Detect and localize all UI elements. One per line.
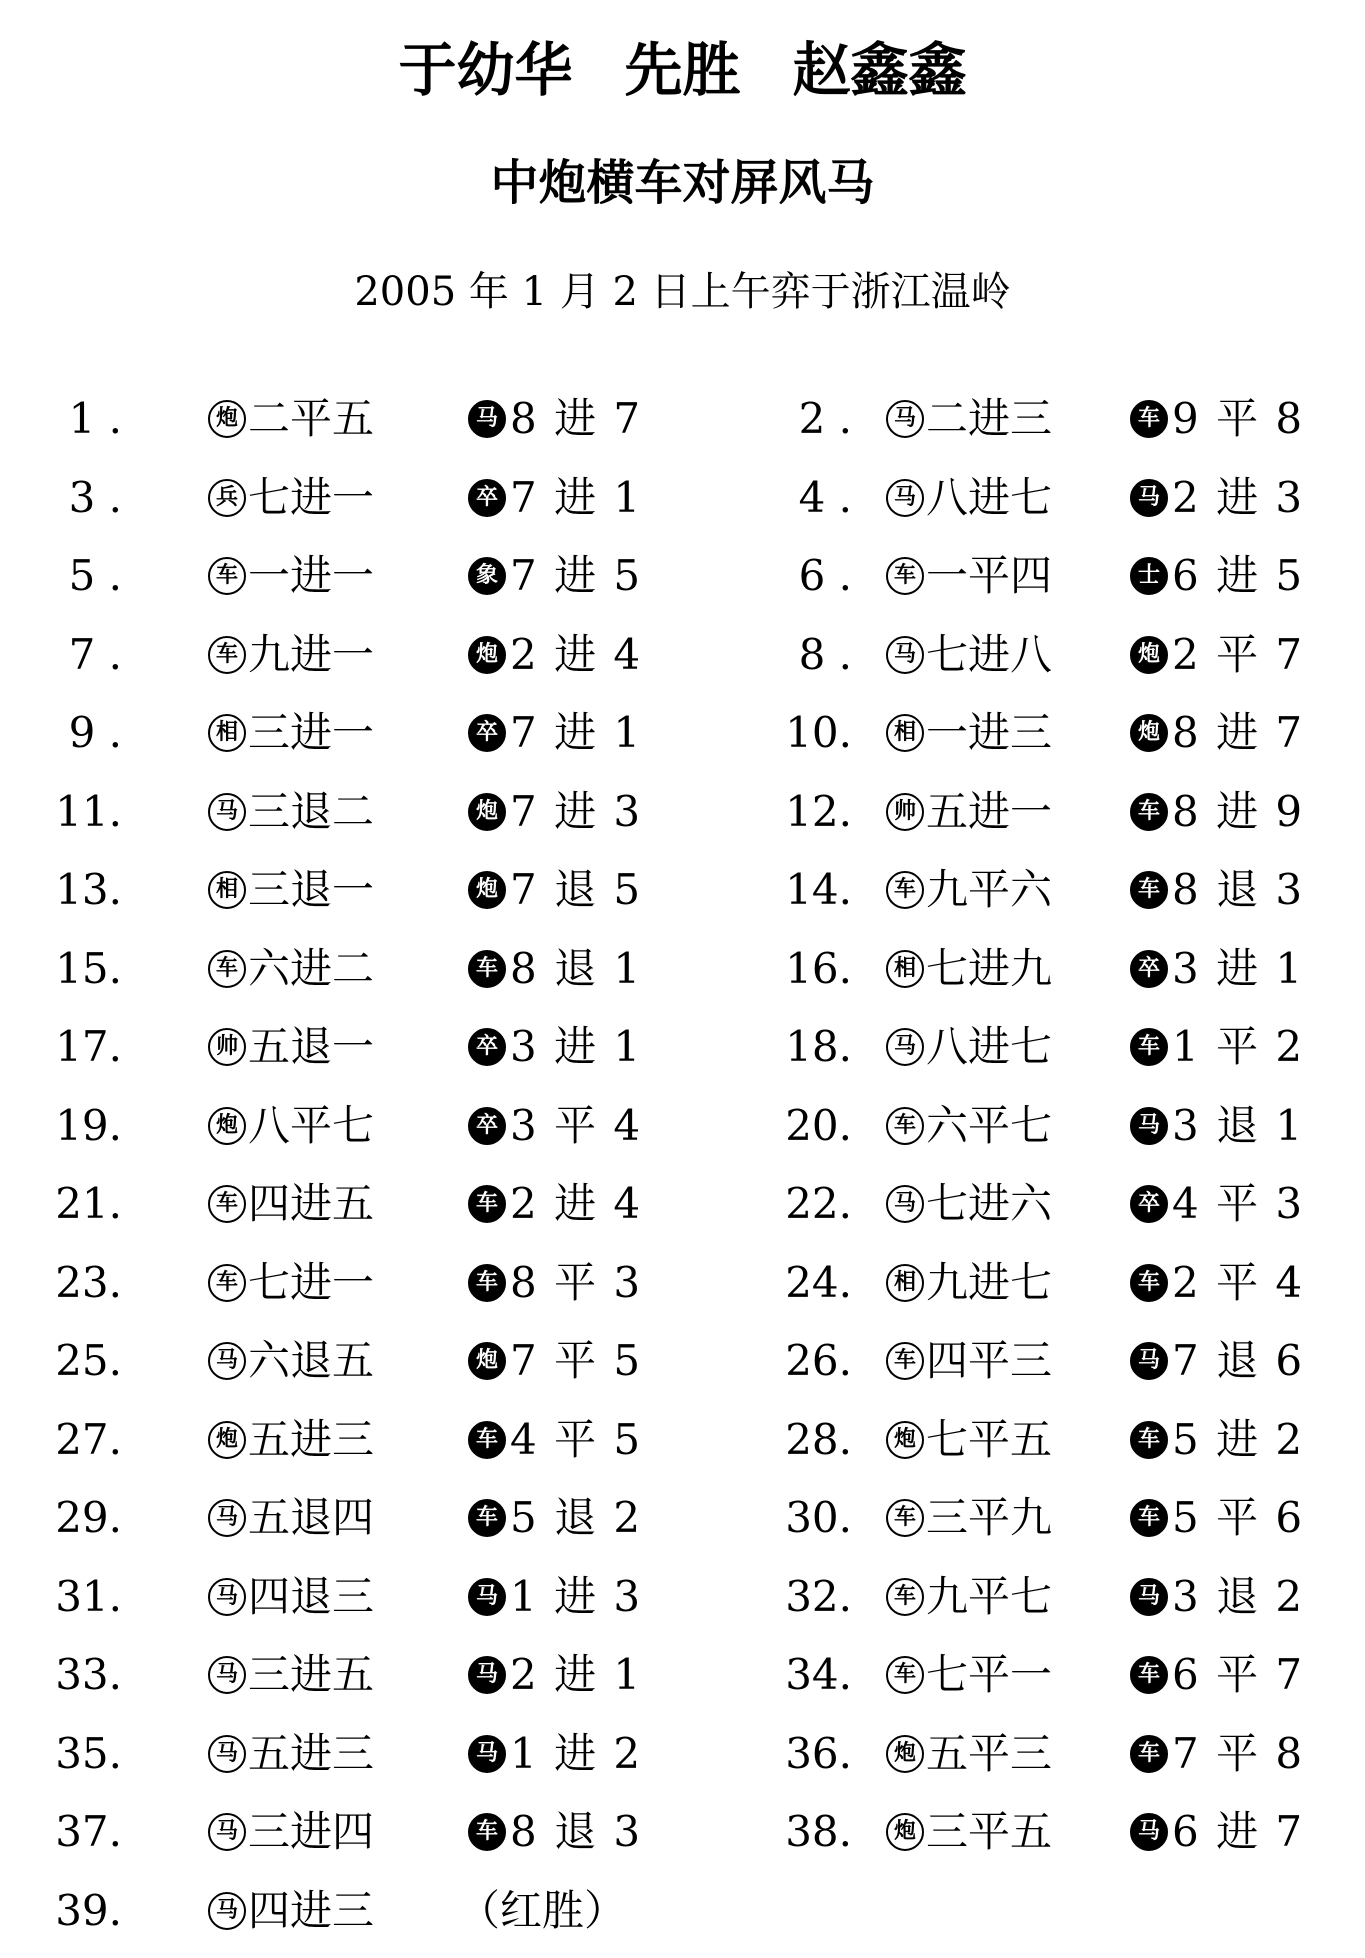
black-move-text: 3 平 4: [510, 1100, 643, 1150]
black-piece-icon: 车: [1130, 1499, 1168, 1537]
move-number: 22.: [785, 1179, 852, 1228]
black-piece-icon: 马: [468, 1656, 506, 1694]
red-move-text: 四进三: [248, 1885, 375, 1935]
move-number: 39.: [55, 1885, 122, 1935]
black-piece-icon: 车: [468, 1499, 506, 1537]
black-piece-icon: 车: [1130, 1656, 1168, 1694]
red-piece-icon: 帅: [208, 1028, 246, 1066]
red-piece-icon: 马: [208, 1892, 246, 1930]
move-entry: [0, 1636, 1365, 1714]
move-number: 18.: [785, 1022, 852, 1071]
red-piece-icon: 车: [208, 1185, 246, 1223]
move-number: 7 .: [68, 629, 122, 679]
black-move: [1130, 851, 1304, 929]
black-piece-icon: 炮: [1130, 636, 1168, 674]
red-piece-icon: 炮: [208, 400, 246, 438]
move-number: 13.: [55, 865, 122, 914]
black-move-text: 6 进 7: [1172, 1807, 1305, 1856]
black-player-name: 赵鑫鑫: [792, 36, 967, 104]
red-move: [886, 851, 1052, 929]
black-piece-icon: 车: [1130, 1421, 1168, 1459]
red-move-text: 一进三: [926, 708, 1053, 757]
red-move-text: 五进三: [248, 1728, 375, 1778]
red-player-name: 于幼华: [398, 36, 573, 104]
game-date-location: 2005 年 1 月 2 日上午弈于浙江温岭: [354, 269, 1011, 315]
move-number: 31.: [55, 1571, 122, 1621]
black-move-text: 9 平 8: [1172, 394, 1305, 443]
red-piece-icon: 炮: [886, 1735, 924, 1773]
move-number: 8 .: [798, 629, 852, 679]
move-number: 32.: [785, 1571, 852, 1621]
game-title: [0, 30, 1365, 110]
move-number: 14.: [785, 865, 852, 914]
move-entry: [0, 1087, 1365, 1165]
black-piece-icon: 马: [468, 1578, 506, 1616]
red-piece-icon: 车: [208, 557, 246, 595]
red-move-text: 三平五: [926, 1807, 1053, 1856]
move-number: 15.: [55, 943, 122, 993]
black-move-text: 7 进 1: [510, 708, 643, 757]
move-number: 24.: [785, 1257, 852, 1307]
red-piece-icon: 车: [208, 636, 246, 674]
red-piece-icon: 马: [208, 1735, 246, 1773]
red-move-text: 四平三: [926, 1336, 1053, 1385]
move-entry: [0, 1715, 1365, 1793]
black-move: [1130, 1165, 1304, 1243]
black-piece-icon: 车: [468, 1421, 506, 1459]
black-piece-icon: 马: [1130, 1578, 1168, 1616]
black-move: [1130, 930, 1304, 1008]
red-piece-icon: 炮: [886, 1813, 924, 1851]
move-number: 6 .: [798, 551, 852, 600]
black-move-text: 2 平 4: [1172, 1257, 1305, 1307]
red-piece-icon: 马: [208, 1342, 246, 1380]
black-piece-icon: 车: [1130, 793, 1168, 831]
move-entry: [0, 851, 1365, 929]
red-move: [886, 694, 1052, 772]
red-piece-icon: 相: [886, 950, 924, 988]
red-move: [886, 773, 1052, 851]
red-piece-icon: 马: [886, 1185, 924, 1223]
black-piece-icon: 士: [1130, 557, 1168, 595]
red-piece-icon: 兵: [208, 479, 246, 517]
move-number: 16.: [785, 943, 852, 993]
black-piece-icon: 车: [1130, 400, 1168, 438]
red-piece-icon: 车: [886, 1656, 924, 1694]
black-move-text: 3 进 1: [510, 1022, 643, 1071]
red-piece-icon: 车: [886, 1578, 924, 1616]
move-entry: [0, 537, 1365, 615]
black-move-text: 8 进 9: [1172, 786, 1305, 836]
red-move-text: 五进三: [248, 1414, 375, 1464]
black-move: [1130, 1636, 1304, 1714]
black-move-text: 5 平 6: [1172, 1493, 1305, 1542]
black-move-text: 2 平 7: [1172, 629, 1305, 679]
black-move-text: 5 进 2: [1172, 1414, 1305, 1464]
move-number: 38.: [785, 1807, 852, 1856]
black-piece-icon: 车: [1130, 1028, 1168, 1066]
black-piece-icon: 卒: [1130, 1185, 1168, 1223]
red-move-text: 九平六: [926, 865, 1053, 914]
black-move-text: 6 平 7: [1172, 1650, 1305, 1699]
red-move: [886, 380, 1052, 458]
red-piece-icon: 马: [886, 636, 924, 674]
black-move: [1130, 773, 1304, 851]
move-number: 33.: [55, 1650, 122, 1699]
black-move-text: 2 进 3: [1172, 472, 1305, 522]
red-piece-icon: 马: [208, 1656, 246, 1694]
red-piece-icon: 帅: [886, 793, 924, 831]
red-piece-icon: 车: [886, 1107, 924, 1145]
red-piece-icon: 相: [208, 714, 246, 752]
red-piece-icon: 马: [208, 1499, 246, 1537]
move-entry: [0, 1165, 1365, 1243]
move-number: 21.: [55, 1179, 122, 1228]
red-move-text: 二平五: [248, 394, 375, 443]
black-piece-icon: 车: [468, 1185, 506, 1223]
black-move-text: 8 进 7: [510, 394, 643, 443]
move-number: 27.: [55, 1414, 122, 1464]
black-piece-icon: 马: [468, 400, 506, 438]
black-move-text: 3 退 2: [1172, 1571, 1305, 1621]
black-move: [1130, 1793, 1304, 1871]
black-move: [1130, 1008, 1304, 1086]
red-move-text: 七进六: [926, 1179, 1053, 1228]
red-move-text: 九进一: [248, 629, 375, 679]
black-piece-icon: 马: [1130, 1813, 1168, 1851]
red-piece-icon: 炮: [208, 1421, 246, 1459]
move-number: 12.: [785, 786, 852, 836]
black-piece-icon: 马: [468, 1735, 506, 1773]
red-move: [886, 1479, 1052, 1557]
red-piece-icon: 车: [886, 871, 924, 909]
black-piece-icon: 卒: [468, 1028, 506, 1066]
move-entry: [0, 459, 1365, 537]
black-move: [1130, 694, 1304, 772]
black-piece-icon: 象: [468, 557, 506, 595]
red-move: [886, 1165, 1052, 1243]
move-number: 9 .: [68, 708, 122, 757]
black-piece-icon: 炮: [468, 636, 506, 674]
black-move-text: 8 平 3: [510, 1257, 643, 1307]
red-piece-icon: 马: [208, 793, 246, 831]
red-piece-icon: 炮: [208, 1107, 246, 1145]
red-move-text: 三进五: [248, 1650, 375, 1699]
black-move: [1130, 1479, 1304, 1557]
black-move-text: 8 退 3: [510, 1807, 643, 1856]
move-number: 11.: [55, 786, 122, 836]
red-move-text: 二进三: [926, 394, 1053, 443]
black-move-text: 1 进 2: [510, 1728, 643, 1778]
move-number: 1 .: [68, 394, 122, 443]
red-move-text: 七平一: [926, 1650, 1053, 1699]
move-entry: [0, 1479, 1365, 1557]
black-move: [1130, 459, 1304, 537]
black-move-text: 5 退 2: [510, 1493, 643, 1542]
move-number: 26.: [785, 1336, 852, 1385]
black-move: [1130, 1401, 1304, 1479]
red-move: [208, 1872, 374, 1950]
move-entry: [0, 380, 1365, 458]
move-entry: [0, 773, 1365, 851]
black-piece-icon: 车: [468, 1264, 506, 1302]
move-number: 28.: [785, 1414, 852, 1464]
move-number: 20.: [785, 1100, 852, 1150]
black-piece-icon: 车: [1130, 1264, 1168, 1302]
black-piece-icon: 卒: [468, 1107, 506, 1145]
red-move-text: 五平三: [926, 1728, 1053, 1778]
red-move: [886, 1087, 1052, 1165]
black-move: [1130, 1244, 1304, 1322]
red-move: [886, 1793, 1052, 1871]
red-move-text: 三退一: [248, 865, 375, 914]
red-piece-icon: 车: [886, 1499, 924, 1537]
black-move-text: 8 退 3: [1172, 865, 1305, 914]
red-move-text: 七进八: [926, 629, 1053, 679]
black-move: [1130, 380, 1304, 458]
red-move: [886, 1715, 1052, 1793]
black-piece-icon: 卒: [468, 479, 506, 517]
move-number: 10.: [785, 708, 852, 757]
black-move-text: 2 进 1: [510, 1650, 643, 1699]
red-move-text: 一进一: [248, 551, 375, 600]
red-move-text: 三进一: [248, 708, 375, 757]
red-piece-icon: 相: [208, 871, 246, 909]
red-move-text: 五进一: [926, 786, 1053, 836]
red-move: [886, 1401, 1052, 1479]
move-entry: [0, 1793, 1365, 1871]
red-piece-icon: 车: [208, 1264, 246, 1302]
black-move-text: 7 进 1: [510, 472, 643, 522]
black-move-text: 6 进 5: [1172, 551, 1305, 600]
black-move-text: 8 进 7: [1172, 708, 1305, 757]
red-move: [886, 537, 1052, 615]
move-entry: [0, 616, 1365, 694]
red-move-text: 五退四: [248, 1493, 375, 1542]
red-move-text: 三平九: [926, 1493, 1053, 1542]
black-move: [1130, 1715, 1304, 1793]
red-move: [886, 1244, 1052, 1322]
red-move-text: 四退三: [248, 1571, 375, 1621]
move-number: 5 .: [68, 551, 122, 600]
black-piece-icon: 马: [1130, 1107, 1168, 1145]
red-piece-icon: 马: [208, 1578, 246, 1616]
move-number: 34.: [785, 1650, 852, 1699]
black-move-text: 7 退 5: [510, 865, 643, 914]
black-move-text: 7 进 3: [510, 786, 643, 836]
red-move-text: 八平七: [248, 1100, 375, 1150]
red-piece-icon: 车: [886, 557, 924, 595]
black-piece-icon: 卒: [1130, 950, 1168, 988]
move-number: 19.: [55, 1100, 122, 1150]
red-move-text: 九平七: [926, 1571, 1053, 1621]
red-piece-icon: 马: [886, 400, 924, 438]
black-move-text: 7 退 6: [1172, 1336, 1305, 1385]
black-move: [1130, 616, 1304, 694]
red-move: [886, 459, 1052, 537]
red-move: [886, 930, 1052, 1008]
red-move-text: 七进九: [926, 943, 1053, 993]
red-move-text: 七进一: [248, 1257, 375, 1307]
black-move: [1130, 1087, 1304, 1165]
opening-name: 中炮横车对屏风马: [490, 155, 875, 211]
black-piece-icon: 马: [1130, 479, 1168, 517]
move-number: 37.: [55, 1807, 122, 1856]
move-number: 25.: [55, 1336, 122, 1385]
red-move: [886, 1558, 1052, 1636]
black-piece-icon: 车: [468, 950, 506, 988]
black-piece-icon: 马: [1130, 1342, 1168, 1380]
black-move-text: 3 退 1: [1172, 1100, 1305, 1150]
black-piece-icon: 炮: [1130, 714, 1168, 752]
black-move-text: 2 进 4: [510, 629, 643, 679]
move-number: 36.: [785, 1728, 852, 1778]
red-move-text: 七进一: [248, 472, 375, 522]
move-number: 30.: [785, 1493, 852, 1542]
black-move-text: 1 进 3: [510, 1571, 643, 1621]
red-move-text: 九进七: [926, 1257, 1053, 1307]
black-move: [1130, 1322, 1304, 1400]
red-piece-icon: 车: [886, 1342, 924, 1380]
result-relation: 先胜: [624, 36, 741, 104]
black-move-text: 7 平 5: [510, 1336, 643, 1385]
red-move-text: 八进七: [926, 1022, 1053, 1071]
red-move-text: 三进四: [248, 1807, 375, 1856]
move-number: 35.: [55, 1728, 122, 1778]
red-move-text: 七平五: [926, 1414, 1053, 1464]
black-move-text: 3 进 1: [1172, 943, 1305, 993]
red-move-text: 六进二: [248, 943, 375, 993]
move-number: 17.: [55, 1022, 122, 1071]
move-entry: [0, 1322, 1365, 1400]
red-piece-icon: 马: [886, 479, 924, 517]
red-move: [886, 1322, 1052, 1400]
black-piece-icon: 炮: [468, 1342, 506, 1380]
red-move-text: 五退一: [248, 1022, 375, 1071]
move-number: 4 .: [798, 472, 852, 522]
black-move-text: 8 退 1: [510, 943, 643, 993]
black-piece-icon: 车: [468, 1813, 506, 1851]
black-move-text: 7 平 8: [1172, 1728, 1305, 1778]
red-move: [886, 1008, 1052, 1086]
black-piece-icon: 炮: [468, 793, 506, 831]
move-entry: [0, 1872, 1365, 1950]
black-move-text: 7 进 5: [510, 551, 643, 600]
black-piece-icon: 卒: [468, 714, 506, 752]
red-move: [886, 1636, 1052, 1714]
move-entry: [0, 930, 1365, 1008]
move-entry: [0, 694, 1365, 772]
red-move-text: 一平四: [926, 551, 1053, 600]
black-piece-icon: 车: [1130, 871, 1168, 909]
move-number: 3 .: [68, 472, 122, 522]
black-move: [1130, 1558, 1304, 1636]
red-piece-icon: 相: [886, 714, 924, 752]
red-piece-icon: 相: [886, 1264, 924, 1302]
red-piece-icon: 炮: [886, 1421, 924, 1459]
move-entry: [0, 1558, 1365, 1636]
move-number: 23.: [55, 1257, 122, 1307]
black-move-text: 4 平 3: [1172, 1179, 1305, 1228]
game-result: （红胜）: [458, 1885, 627, 1935]
move-number: 2 .: [798, 394, 852, 443]
red-move-text: 六退五: [248, 1336, 375, 1385]
black-move: [1130, 537, 1304, 615]
red-move-text: 四进五: [248, 1179, 375, 1228]
black-piece-icon: 炮: [468, 871, 506, 909]
move-entry: [0, 1401, 1365, 1479]
red-move-text: 八进七: [926, 472, 1053, 522]
move-entry: [0, 1244, 1365, 1322]
black-piece-icon: 车: [1130, 1735, 1168, 1773]
red-move: [886, 616, 1052, 694]
black-move-text: 4 平 5: [510, 1414, 643, 1464]
red-piece-icon: 车: [208, 950, 246, 988]
move-entry: [0, 1008, 1365, 1086]
black-move-text: 1 平 2: [1172, 1022, 1305, 1071]
red-move-text: 六平七: [926, 1100, 1053, 1150]
black-move-text: 2 进 4: [510, 1179, 643, 1228]
red-move-text: 三退二: [248, 786, 375, 836]
red-piece-icon: 马: [886, 1028, 924, 1066]
red-piece-icon: 马: [208, 1813, 246, 1851]
move-number: 29.: [55, 1493, 122, 1542]
